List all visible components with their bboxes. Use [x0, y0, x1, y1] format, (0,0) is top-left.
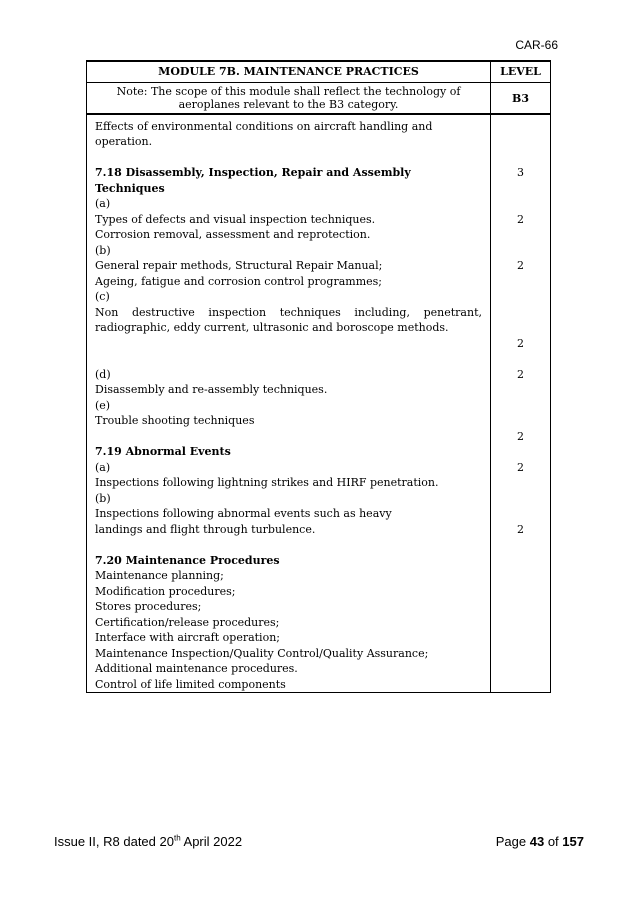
list-item: Certification/release procedures;	[95, 615, 280, 629]
level-cell	[491, 114, 551, 693]
item-label: (c)	[95, 290, 110, 303]
intro-text: Effects of environmental conditions on aircraft handling and operation.	[95, 119, 433, 148]
item-label: (b)	[95, 491, 111, 505]
syllabus-table	[86, 60, 550, 693]
issue-sup: th	[173, 833, 181, 843]
item-text: Non destructive inspection techniques including, penetrant, radiographic, eddy current, ultrasonic and boroscope methods.	[95, 305, 482, 334]
level-header: LEVEL	[491, 61, 551, 82]
item-text: Ageing, fatigue and corrosion control programmes;	[95, 274, 382, 288]
level-value: 2	[517, 522, 524, 536]
content-cell	[87, 114, 491, 693]
page-number	[496, 834, 584, 849]
item-label: (e)	[95, 398, 111, 412]
issue-text: Issue II, R8 dated 20	[54, 834, 174, 849]
scope-note: Note: The scope of this module shall reflect the technology of aeroplanes relevant to the B3 category.	[87, 82, 491, 114]
level-value: 2	[517, 336, 524, 350]
module-title: MODULE 7B. MAINTENANCE PRACTICES	[87, 61, 491, 82]
total-pages: 157	[562, 834, 584, 849]
list-item: Maintenance planning;	[95, 569, 224, 582]
item-label: (a)	[95, 460, 111, 474]
item-text: Inspections following lightning strikes and HIRF penetration.	[95, 476, 439, 489]
level-value: 2	[517, 212, 524, 226]
current-page: 43	[529, 834, 545, 849]
item-text: General repair methods, Structural Repair Manual;	[95, 259, 383, 272]
item-text: landings and flight through turbulence.	[95, 522, 316, 536]
item-text: Trouble shooting techniques	[95, 414, 255, 427]
document-code: CAR-66	[515, 38, 558, 52]
item-text: Disassembly and re-assembly techniques.	[95, 383, 328, 396]
item-text: Types of defects and visual inspection techniques.	[95, 212, 376, 226]
list-item: Interface with aircraft operation;	[95, 631, 280, 644]
list-item: Modification procedures;	[95, 584, 236, 598]
list-item: Additional maintenance procedures.	[95, 662, 298, 675]
list-item: Stores procedures;	[95, 600, 202, 613]
level-value: 2	[517, 367, 524, 381]
section-heading-7-18: 7.18 Disassembly, Inspection, Repair and Assembly Techniques	[95, 166, 411, 195]
category-label: B3	[491, 82, 551, 114]
issue-info	[54, 834, 242, 849]
list-item: Control of life limited components	[95, 677, 286, 691]
page-label: Page	[495, 834, 530, 849]
level-value: 3	[517, 166, 524, 179]
level-value: 2	[517, 259, 524, 272]
list-item: Maintenance Inspection/Quality Control/Quality Assurance;	[95, 646, 429, 660]
issue-date: April 2022	[180, 834, 243, 849]
item-label: (b)	[95, 243, 111, 257]
page-of: of	[544, 834, 563, 849]
item-text: Inspections following abnormal events such as heavy	[95, 507, 392, 520]
item-label: (d)	[95, 367, 111, 381]
section-heading-7-20: 7.20 Maintenance Procedures	[95, 553, 280, 567]
level-value: 2	[517, 429, 524, 443]
item-label: (a)	[95, 197, 111, 210]
item-text: Corrosion removal, assessment and reprotection.	[95, 228, 371, 241]
level-value: 2	[517, 460, 524, 474]
section-heading-7-19: 7.19 Abnormal Events	[95, 445, 231, 458]
